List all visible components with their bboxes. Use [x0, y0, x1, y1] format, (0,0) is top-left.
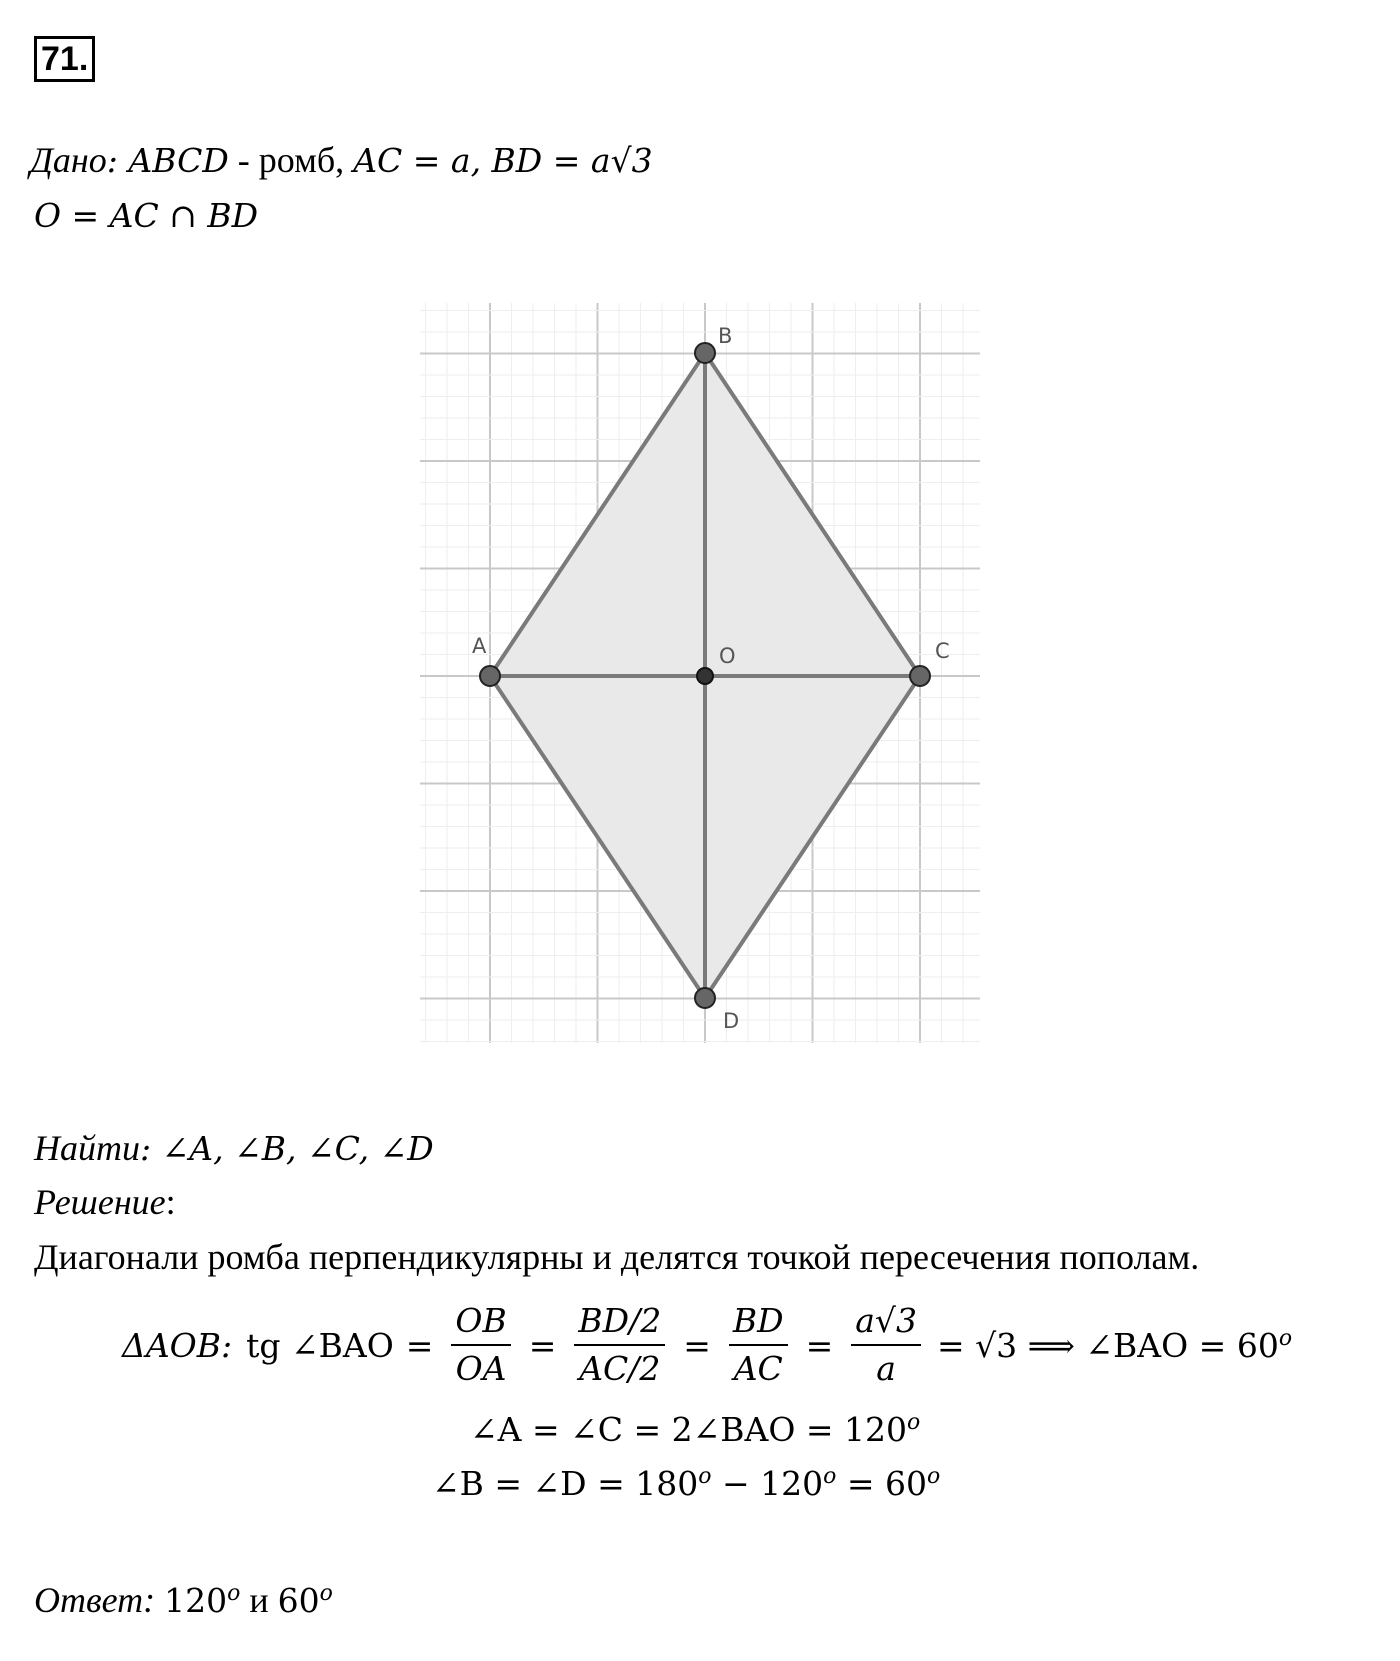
solution-statement: Диагонали ромба перпендикулярны и делятся точкой пересечения пополам.	[34, 1237, 1200, 1277]
given-line-2: O = AC ∩ BD	[34, 196, 259, 235]
equation-tangent: ΔAOB: tg ∠BAO = $\frac{OB}{OA}$ = $\frac{BD/2}{AC/2}$ = $\frac{BD}{AC}$ = $\frac{a√3}{a}$ = √3 ⟹ ∠BAO = $60^o$	[122, 1298, 1292, 1392]
answer-value-1: 120$^o$	[164, 1581, 241, 1620]
point-D	[695, 988, 715, 1008]
label-C: C	[935, 639, 950, 663]
point-O	[697, 668, 713, 684]
fraction-value: $\frac{a√3}{a}$	[851, 1298, 921, 1392]
tg-angle: tg ∠BAO	[246, 1325, 394, 1365]
solution-heading	[34, 1180, 176, 1224]
point-C	[910, 666, 930, 686]
label-O: O	[719, 644, 736, 668]
fraction-half-diagonals: $\frac{BD/2}{AC/2}$	[574, 1298, 665, 1392]
find-line	[34, 1126, 434, 1171]
problem-number: 71.	[34, 36, 95, 82]
point-A	[480, 666, 500, 686]
tangent-result: = √3 ⟹ ∠BAO = $60^o$	[936, 1325, 1293, 1365]
given-text: - ромб,	[228, 140, 354, 180]
label-D: D	[723, 1009, 740, 1033]
given-math-2: AC = a, BD = a√3	[353, 141, 653, 180]
answer-and: и	[240, 1580, 278, 1620]
rhombus-figure	[420, 303, 980, 1043]
find-label: Найти	[34, 1128, 140, 1168]
find-value: : ∠A, ∠B, ∠C, ∠D	[140, 1129, 434, 1168]
given-math: : ABCD	[106, 141, 229, 180]
given-line-1	[30, 138, 653, 183]
solution-label: Решение	[34, 1182, 166, 1222]
answer-label: Ответ:	[34, 1580, 156, 1620]
label-A: A	[472, 634, 487, 658]
fraction-ob-oa: $\frac{OB}{OA}$	[451, 1298, 510, 1392]
equation-angles-bd: ∠B = ∠D = $180^o - 120^o = 60^o$	[432, 1464, 941, 1503]
solution-colon: :	[165, 1182, 176, 1222]
label-B: B	[718, 324, 733, 348]
answer-value-2: 60$^o$	[277, 1581, 333, 1620]
given-label: Дано	[30, 140, 107, 180]
equation-angles-ac: ∠A = ∠C = 2∠BAO = $120^o$	[470, 1410, 921, 1449]
triangle-label: ΔAOB:	[122, 1325, 233, 1365]
answer-line	[34, 1578, 333, 1623]
fraction-bd-ac: $\frac{BD}{AC}$	[729, 1298, 788, 1392]
point-B	[695, 343, 715, 363]
